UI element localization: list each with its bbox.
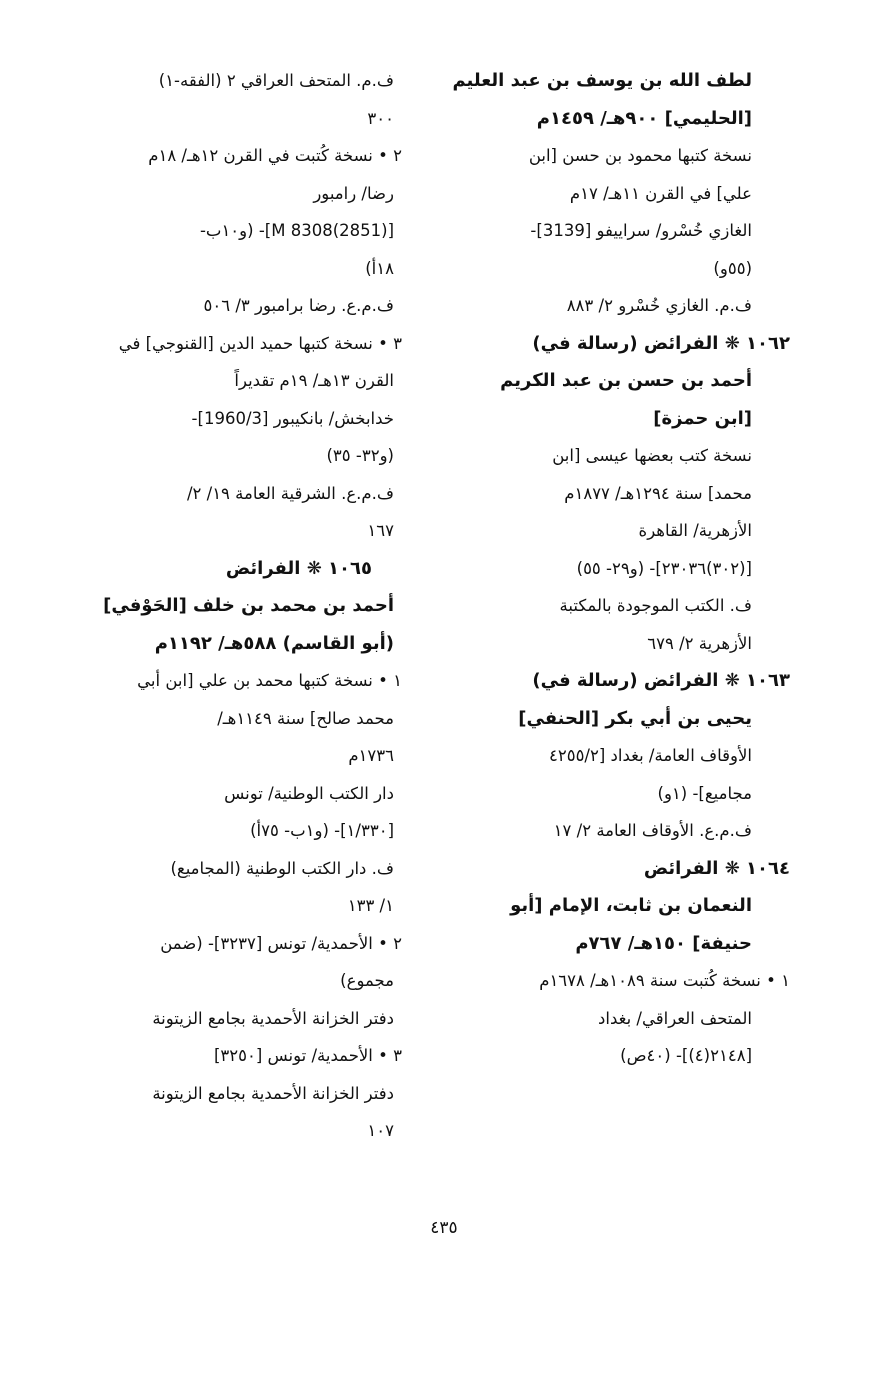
author-line: النعمان بن ثابت، الإمام [أبو — [510, 895, 752, 916]
author-line: يحيى بن أبي بكر [الحنفي] — [518, 707, 752, 729]
text-line: ف.م. الغازي خُسْرو ٢/ ٨٨٣ — [566, 296, 752, 315]
text-line: الأوقاف العامة/ بغداد [٤٢٥٥/٢ — [548, 746, 752, 765]
text-line: ف. الكتب الموجودة بالمكتبة — [559, 596, 752, 615]
text-line: علي] في القرن ١١هـ/ ١٧م — [569, 183, 752, 203]
text-line: نسخة كتب بعضها عيسى [ابن — [552, 446, 752, 465]
text-line: (٥٥و) — [713, 258, 752, 278]
text-line: ٣ • الأحمدية/ تونس [٣٢٥٠] — [213, 1046, 402, 1065]
text-line: مجموع) — [340, 971, 394, 990]
text-line: الأزهرية ٢/ ٦٧٩ — [647, 633, 752, 653]
entry-heading: ١٠٦٢ ❋ الفرائض (رسالة في) — [532, 332, 790, 354]
text-line: ١٨أ) — [365, 258, 394, 278]
text-line: [١/٣٣٠]- (و١ب- ٧٥أ) — [250, 821, 394, 840]
author-line: (أبو القاسم) ٥٨٨هـ/ ١١٩٢م — [154, 632, 394, 654]
text-line: ١/ ١٣٣ — [347, 896, 394, 915]
text-line: محمد صالح] سنة ١١٤٩هـ/ — [217, 708, 394, 728]
text-line: ف.م.ع. رضا برامبور ٣/ ٥٠٦ — [203, 296, 394, 315]
entry-heading: ١٠٦٣ ❋ الفرائض (رسالة في) — [532, 670, 790, 691]
text-line: دار الكتب الوطنية/ تونس — [224, 783, 394, 803]
text-line: خدابخش/ بانكيبور [1960/3]- — [191, 408, 394, 428]
left-column — [72, 62, 402, 1150]
text-line: ف.م. المتحف العراقي ٢ (الفقه-١) — [158, 71, 394, 90]
author-line: أحمد بن حسن بن عبد الكريم — [500, 370, 752, 391]
author-line: [ابن حمزة] — [653, 407, 752, 429]
text-line: ٣ • نسخة كتبها حميد الدين [القنوجي] في — [118, 333, 402, 353]
text-line: الأزهرية/ القاهرة — [638, 521, 752, 540]
text-line: القرن ١٣هـ/ ١٩م تقديراً — [234, 371, 394, 390]
text-line: [M 8308(2851)]- (و١٠ب- — [199, 221, 394, 240]
text-line: [الحليمي] ٩٠٠هـ/ ١٤٥٩م — [536, 107, 752, 129]
text-line: مجاميع]- (١و) — [657, 783, 752, 803]
entry-heading: ١٠٦٤ ❋ الفرائض — [643, 857, 790, 879]
text-line: ف. دار الكتب الوطنية (المجاميع) — [170, 858, 394, 878]
text-line: محمد] سنة ١٢٩٤هـ/ ١٨٧٧م — [564, 483, 752, 503]
author-line: أحمد بن محمد بن خلف [الحَوْفي] — [103, 595, 394, 616]
right-column — [434, 62, 790, 1075]
author-line: حنيفة] ١٥٠هـ/ ٧٦٧م — [575, 932, 752, 954]
text-line: ١٦٧ — [367, 521, 394, 540]
text-line: رضا/ رامبور — [313, 183, 394, 203]
text-line: ١ • نسخة كتبها محمد بن علي [ابن أبي — [137, 671, 402, 690]
text-line: ف.م.ع. الأوقاف العامة ٢/ ١٧ — [553, 821, 752, 840]
text-line: ١٧٣٦م — [348, 746, 394, 765]
text-line: (و٣٢- ٣٥) — [326, 446, 394, 465]
text-line: ٣٠٠ — [367, 108, 394, 128]
text-line: الغازي خُسْرو/ سراييفو [3139]- — [530, 221, 752, 240]
text-line: ف.م.ع. الشرقية العامة ١٩/ ٢/ — [186, 483, 394, 503]
text-line: ١٠٧ — [367, 1121, 394, 1140]
text-line: نسخة كتبها محمود بن حسن [ابن — [528, 146, 752, 165]
text-line: دفتر الخزانة الأحمدية بجامع الزيتونة — [152, 1008, 394, 1028]
page-number: ٤٣٥ — [430, 1218, 458, 1238]
entry-heading: ١٠٦٥ ❋ الفرائض — [225, 557, 372, 579]
text-line: ٢ • الأحمدية/ تونس [٣٢٣٧]- (ضمن — [160, 933, 402, 953]
text-line: دفتر الخزانة الأحمدية بجامع الزيتونة — [152, 1083, 394, 1103]
text-line: ١ • نسخة كُتبت سنة ١٠٨٩هـ/ ١٦٧٨م — [539, 971, 790, 990]
text-line: لطف الله بن يوسف بن عبد العليم — [452, 70, 752, 91]
text-line: ٢ • نسخة كُتبت في القرن ١٢هـ/ ١٨م — [148, 146, 402, 165]
text-line: [(٣٠٢)٢٣٠٣٦]- (و٢٩- ٥٥) — [576, 558, 752, 578]
text-line: [٢١٤٨(٤)]- (٤٠ص) — [620, 1046, 752, 1065]
text-line: المتحف العراقي/ بغداد — [598, 1008, 752, 1028]
